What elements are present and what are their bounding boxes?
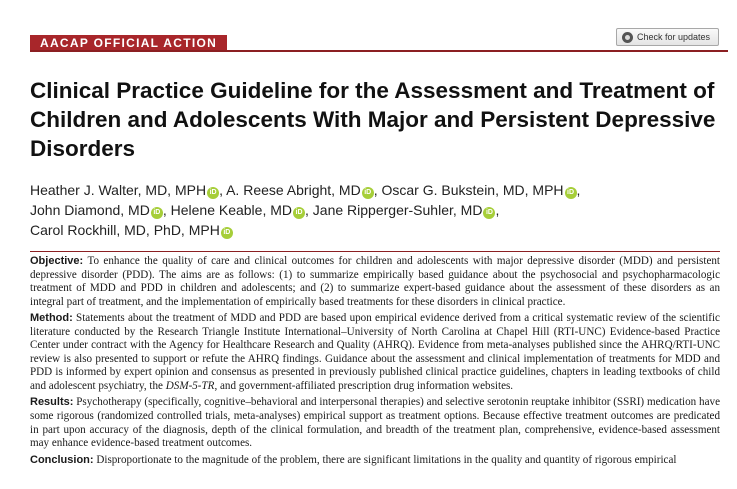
article-type-badge: AACAP OFFICIAL ACTION bbox=[30, 35, 227, 52]
author-name[interactable]: John Diamond, MD bbox=[30, 202, 150, 218]
author-name[interactable]: A. Reese Abright, MD bbox=[226, 182, 361, 198]
author-name[interactable]: Carol Rockhill, MD, PhD, MPH bbox=[30, 222, 220, 238]
objective-text: To enhance the quality of care and clinical outcomes for children and adolescents with major depressive disorder (MDD) and persistent depressive disorder (PDD). The aims are as follows: (1) to summarize empirically based guidance about the psychosocial and psychopharmacologic treatment of MDD and PDD in children and adolescents; and (2) to summarize expert-based guidance about the assessment of these disorders as an integral part of treatment, and the implementation of empirically based treatments for these disorders in clinical practice. bbox=[30, 255, 720, 308]
method-text: Statements about the treatment of MDD and PDD are based upon empirical evidence derived from a critical systematic review of the scientific literature conducted by the Research Triangle Institute International–University of North Carolina at Chapel Hill (RTI-UNC) Evidence-based Practice Center under contract with the Agency for Healthcare Research and Quality (AHRQ). Evidence from meta-analyses published since the AHRQ/RTI-UNC review is also presented to support or refute the AHRQ findings. Guidance about the assessment and clinical implementation of treatments for MDD and PDD is informed by expert opinion and consensus as presented in previously published clinical practice guidelines, chapters in leading textbooks of child and adolescent psychiatry, the bbox=[30, 312, 720, 392]
conclusion-label: Conclusion: bbox=[30, 453, 94, 466]
orcid-icon[interactable]: iD bbox=[362, 187, 374, 199]
header-divider bbox=[30, 50, 728, 52]
author-name[interactable]: Oscar G. Bukstein, MD, MPH bbox=[381, 182, 564, 198]
orcid-icon[interactable]: iD bbox=[483, 207, 495, 219]
author-name[interactable]: Helene Keable, MD bbox=[170, 202, 293, 218]
method-label: Method: bbox=[30, 312, 73, 325]
author-name[interactable]: Jane Ripperger-Suhler, MD bbox=[312, 202, 483, 218]
results-label: Results: bbox=[30, 396, 74, 409]
author-list: Heather J. Walter, MD, MPH iD , A. Reese Abright, MD iD , Oscar G. Bukstein, MD, MPH iD , John Diamond, MD iD , Helene Keable, MD iD , Jane Ripperger-Suhler, MD iD , Carol Rockhill, MD, PhD, MPH iD bbox=[30, 182, 581, 238]
orcid-icon[interactable]: iD bbox=[565, 187, 577, 199]
article-title: Clinical Practice Guideline for the Assessment and Treatment of Children and Adolescents With Major and Persistent Depressive Disorders bbox=[30, 78, 716, 161]
abstract bbox=[30, 251, 720, 489]
method-italic: DSM-5-TR bbox=[165, 379, 215, 392]
orcid-icon[interactable]: iD bbox=[151, 207, 163, 219]
objective-label: Objective: bbox=[30, 255, 84, 267]
author-name[interactable]: Heather J. Walter, MD, MPH bbox=[30, 182, 207, 198]
check-for-updates-button[interactable] bbox=[616, 28, 719, 46]
check-for-updates-label: Check for updates bbox=[637, 32, 711, 42]
results-text: Psychotherapy (specifically, cognitive–behavioral and interpersonal therapies) and selective serotonin reuptake inhibitor (SSRI) medication have some rigorous (randomized controlled trials, meta-analyses) empirical support as treatment options. Because effective treatment outcomes are predicated in part upon accuracy of the diagnosis, depth of the clinical formulation, and breadth of the treatment plan, comprehensive, evidence-based assessment may enhance evidence-based treatment outcomes. bbox=[30, 396, 720, 450]
abstract-results bbox=[30, 396, 720, 450]
method-text-end: , and government-affiliated prescription drug information websites. bbox=[214, 379, 514, 392]
crossmark-icon bbox=[622, 32, 633, 43]
abstract-method bbox=[30, 312, 720, 393]
conclusion-text: Disproportionate to the magnitude of the problem, there are significant limitations in the quality and quantity of rigorous empirical bbox=[96, 453, 677, 466]
abstract-conclusion bbox=[30, 454, 720, 468]
orcid-icon[interactable]: iD bbox=[221, 227, 233, 239]
abstract-objective bbox=[30, 255, 720, 309]
orcid-icon[interactable]: iD bbox=[293, 207, 305, 219]
orcid-icon[interactable]: iD bbox=[207, 187, 219, 199]
